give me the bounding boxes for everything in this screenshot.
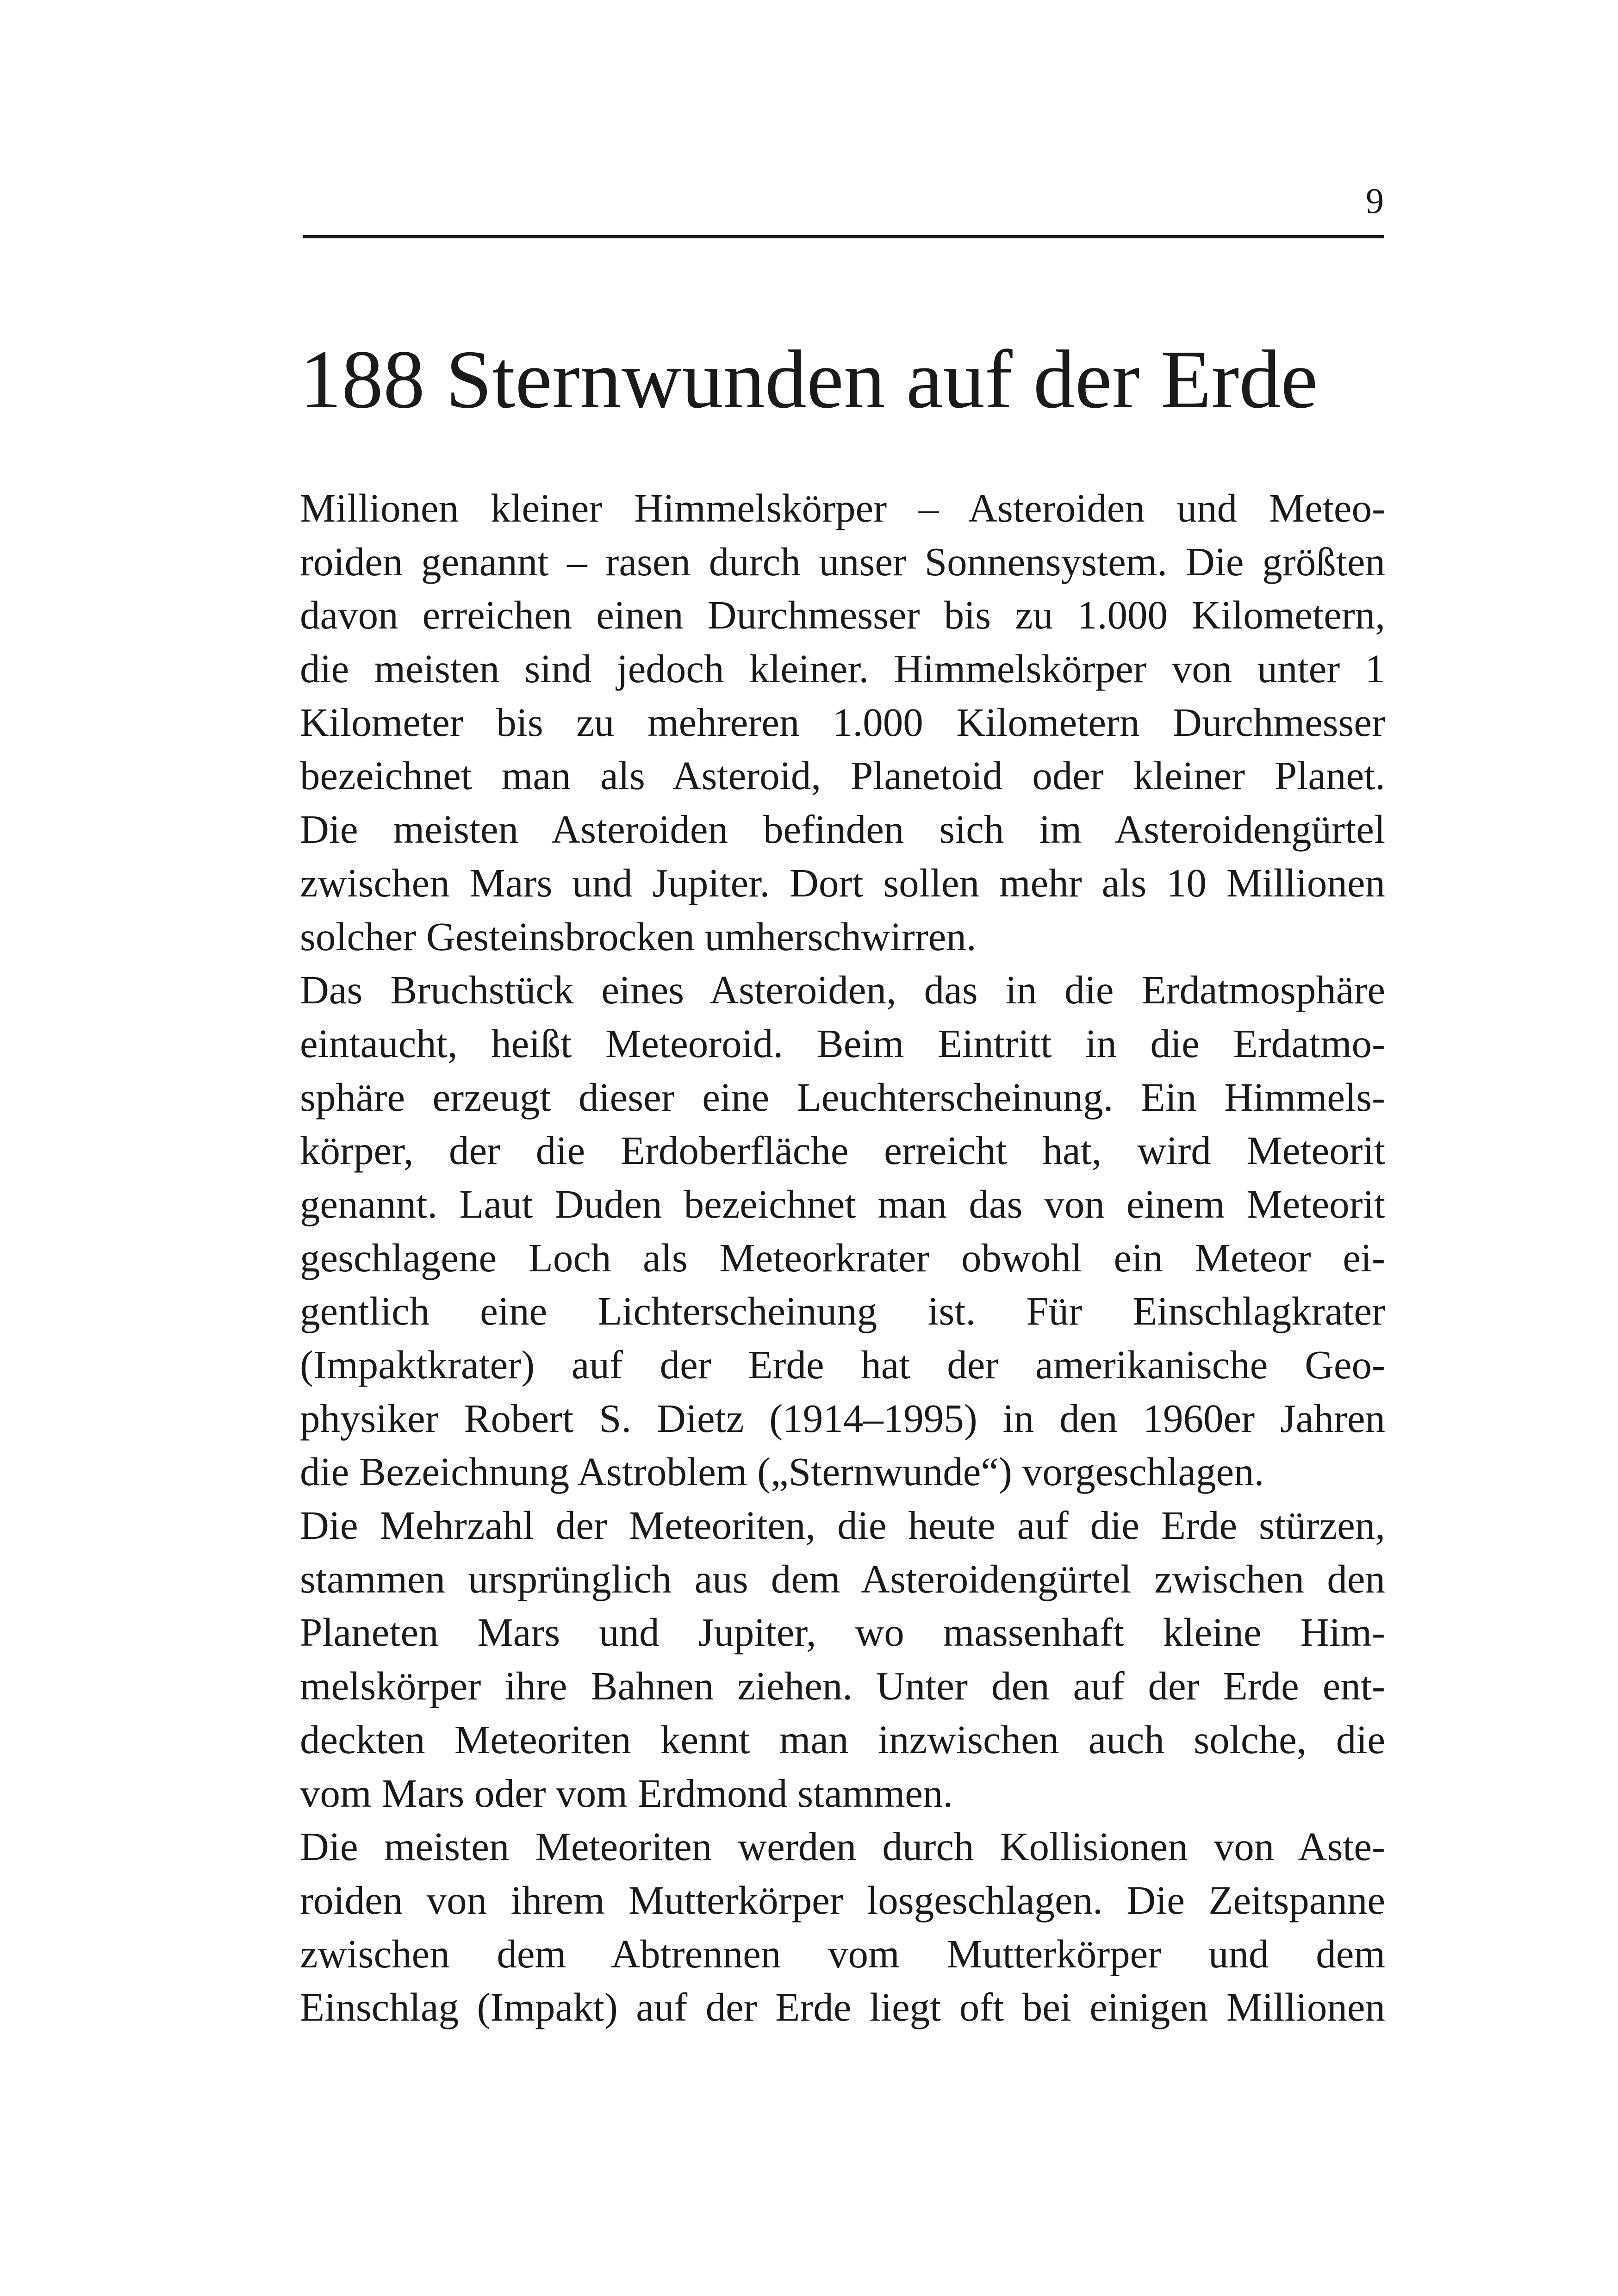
text-line: die meisten sind jedoch kleiner. Himmelskörper von unter 1 — [300, 646, 1385, 691]
text-line: (Impaktkrater) auf der Erde hat der amerikanische Geo- — [300, 1342, 1385, 1387]
text-line: Planeten Mars und Jupiter, wo massenhaft kleine Him- — [300, 1610, 1385, 1655]
page-number: 9 — [1366, 180, 1384, 221]
text-line: melskörper ihre Bahnen ziehen. Unter den auf der Erde ent- — [300, 1663, 1385, 1709]
text-line: zwischen Mars und Jupiter. Dort sollen mehr als 10 Millionen — [300, 860, 1385, 905]
text-line: Einschlag (Impakt) auf der Erde liegt oft bei einigen Millionen — [300, 1985, 1385, 2030]
text-line: eintaucht, heißt Meteoroid. Beim Eintritt in die Erdatmo- — [300, 1020, 1385, 1066]
chapter-title: 188 Sternwunden auf der Erde — [300, 333, 1318, 425]
text-line: solcher Gesteinsbrocken umherschwirren. — [300, 914, 977, 959]
body-text — [300, 481, 1385, 2034]
text-line: davon erreichen einen Durchmesser bis zu 1.000 Kilometern, — [300, 592, 1385, 638]
text-line: roiden von ihrem Mutterkörper losgeschlagen. Die Zeitspanne — [300, 1877, 1385, 1923]
text-line: Das Bruchstück eines Asteroiden, das in die Erdatmosphäre — [300, 967, 1385, 1013]
text-line: deckten Meteoriten kennt man inzwischen auch solche, die — [300, 1717, 1385, 1762]
text-line: gentlich eine Lichterscheinung ist. Für Einschlagkrater — [300, 1288, 1385, 1334]
text-line: Millionen kleiner Himmelskörper – Asteroiden und Meteo- — [300, 485, 1385, 530]
text-line: zwischen dem Abtrennen vom Mutterkörper und dem — [300, 1931, 1385, 1976]
text-line: die Bezeichnung Astroblem („Sternwunde“) vorgeschlagen. — [300, 1449, 1264, 1494]
header-rule — [303, 235, 1384, 238]
text-line: Kilometer bis zu mehreren 1.000 Kilometern Durchmesser — [300, 699, 1385, 745]
text-line: sphäre erzeugt dieser eine Leuchterscheinung. Ein Himmels- — [300, 1074, 1385, 1120]
text-line: stammen ursprünglich aus dem Asteroidengürtel zwischen den — [300, 1556, 1385, 1601]
text-line: genannt. Laut Duden bezeichnet man das von einem Meteorit — [300, 1181, 1385, 1226]
text-line: körper, der die Erdoberfläche erreicht hat, wird Meteorit — [300, 1128, 1385, 1173]
text-line: vom Mars oder vom Erdmond stammen. — [300, 1770, 953, 1816]
text-line: Die meisten Asteroiden befinden sich im Asteroidengürtel — [300, 807, 1385, 852]
text-line: roiden genannt – rasen durch unser Sonnensystem. Die größten — [300, 539, 1385, 584]
text-line: geschlagene Loch als Meteorkrater obwohl ein Meteor ei- — [300, 1235, 1385, 1280]
text-line: Die meisten Meteoriten werden durch Kollisionen von Aste- — [300, 1824, 1385, 1869]
text-line: bezeichnet man als Asteroid, Planetoid oder kleiner Planet. — [300, 753, 1385, 798]
text-line: physiker Robert S. Dietz (1914–1995) in den 1960er Jahren — [300, 1395, 1385, 1441]
text-line: Die Mehrzahl der Meteoriten, die heute auf die Erde stürzen, — [300, 1503, 1385, 1548]
